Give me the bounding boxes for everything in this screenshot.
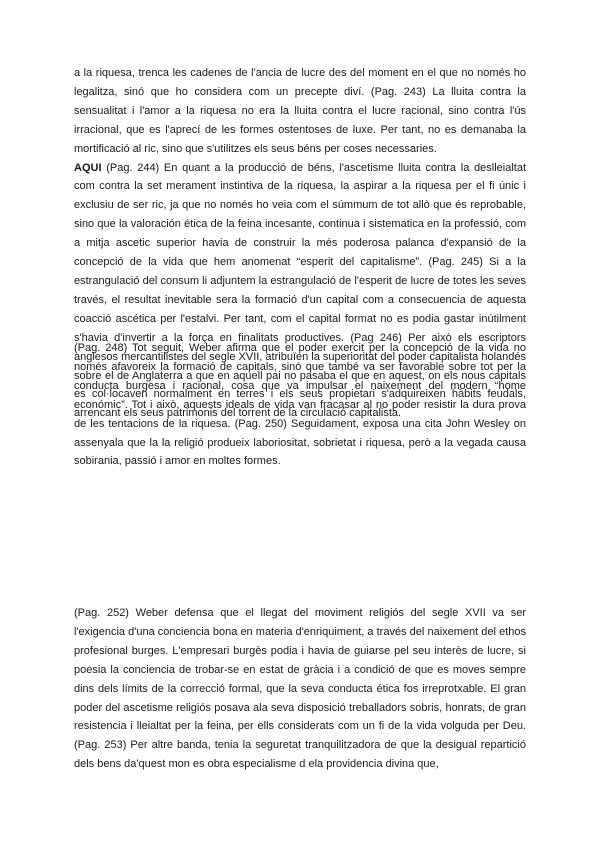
paragraph-1-text-after-marker: (Pag. 244) En quant a la producció de béns, l'ascetisme lluita contra la deslleialtat com contra la set merament instintiva de la riquesa, la aspirar a la riquesa per el fi únic i exclusiu de ser ric, ja que no només ho veia com el súmmum de tot allò que és reprobable, sino que la valoración ética de la feina incesante, continua i sistematica en la professió, com a mitja ascetic superior havia de construir la més poderosa palanca d'expansió de la concepció de la vida que hem anomenat “esperit del capitalisme”. (Pag. 245) Si a la estrangulació del consum li adjuntem la estrangulació de l'esperit de lucre de totes les seves través, el resultat inevitable sera la formació d'un capital com a consecuencia de aquesta coacció ascética per l'estalvi. Per tant, com el capital format no es podia gastar inútilment s'havia d'invertir a la força en finalitats productives. (Pag 246) Per això els escriptors anglesos mercantilistes del segle XVII, atribuïen la superioritat del poder capitalista holandés sobre el de Anglaterra a que en aquell pai no pasaba el que en aquest, on els nous capitals es col·locaven normalment en terres i els seus propietari s'adquireixen hàbits feudals, arrencant els seus patrimonis del torrent de la circulació capitalista. bbox=[74, 161, 526, 420]
paragraph-2-body: (Pag. 248) Tot seguit, Weber afirma que el poder exercit per la concepció de la vida no només afavoreix la formació de capitals, sinó que també va ser favorable sobre tot per la conducta burgesa i racional, cosa que va impulsar el naixement del modern “home económic”. Tot i això, aquests ideals de vida van fracasar al no poder resistir la dura prova de les tentacions de la riquesa. (Pag. 250) Seguidament, exposa una cita John Wesley on assenyala que la la religió produeix laboriositat, sobrietat i riquesa, però a la vegada causa sobirania, passió i amor en moltes formes. bbox=[74, 342, 526, 468]
paragraph-2 bbox=[74, 339, 526, 471]
paragraph-3-body: (Pag. 252) Weber defensa que el llegat del moviment religiós del segle XVII va ser l'exigencia d'una conciencia bona en materia d'enriquiment, a través del naixement del ethos profesional burges. L'empresari burgès podia i havia de guiarse pel seu interès de lucre, si poesia la conciencia de trobar-se en estat de gràcia i a condició de que es moves sempre dins dels límits de la correcció formal, que la seva conducta ética fos irreprotxable. El gran poder del ascetisme religiós posava ala seva disposició treballadors sobris, honrats, de gran resistencia i lleialtat per la feina, per ells considerats com un fi de la vida volguda per Deu. (Pag. 253) Per altre banda, tenia la seguretat tranquilitzadora de que la desigual repartició dels bens da'quest mon es obra especialisme d ela providencia divina que, bbox=[74, 607, 526, 771]
paragraph-3 bbox=[74, 604, 526, 774]
aqui-marker: AQUI bbox=[74, 161, 102, 174]
paragraph-1-text-before-marker: a la riquesa, trenca les cadenes de l'ancia de lucre des del moment en el que no només ho legalitza, sinó que ho considera com un precepte diví. (Pag. 243) La lluita contra la sensualitat i l'amor a la riquesa no era la lluita contra el lucre racional, sino contra l'ús irracional, que es l'aprecí de les formes ostentoses de luxe. Per tant, no es demanaba la mortificació al ric, sino que s'utilitzes els seus béns per coses necessaries. bbox=[74, 67, 526, 155]
